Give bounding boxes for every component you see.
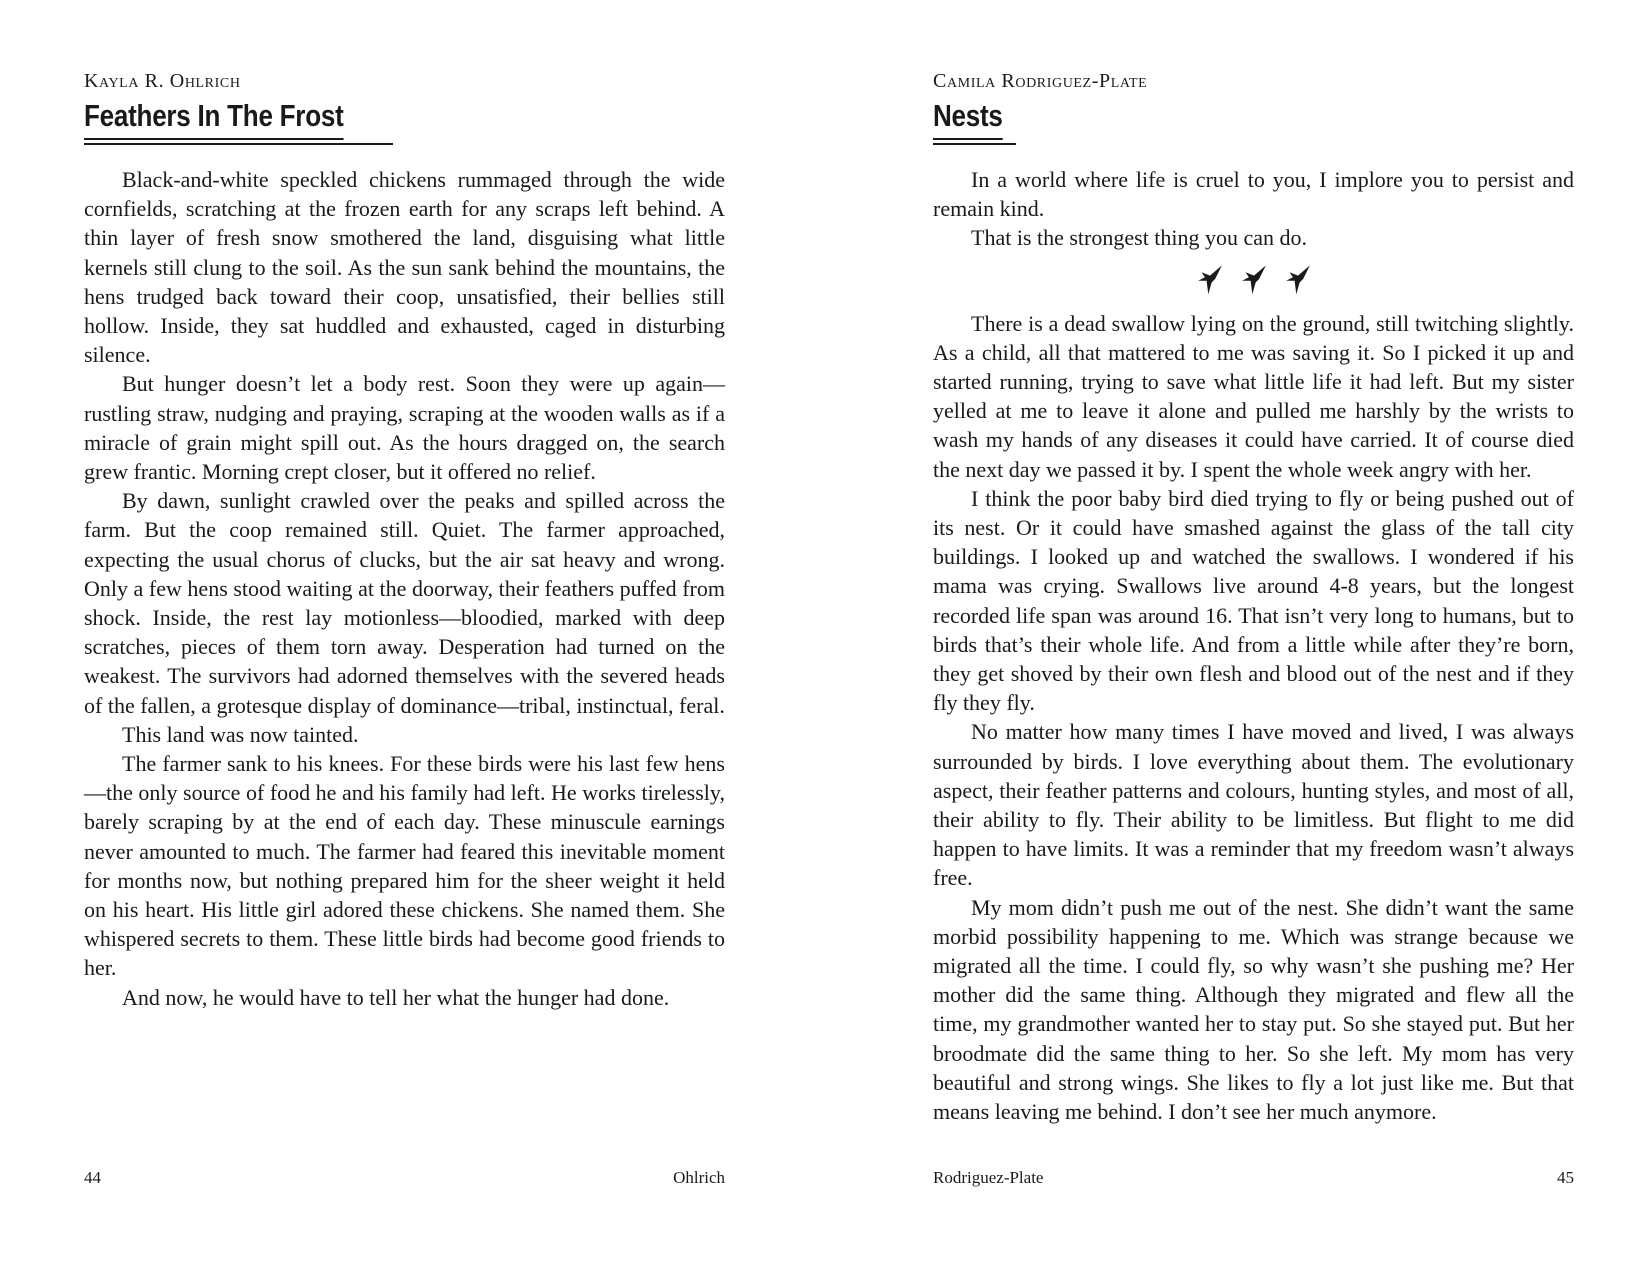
paragraph: My mom didn’t push me out of the nest. She didn’t want the same morbid possibility happening to me. Which was strange because we migrated all the time. I could fly, so why wasn’t she pushing me? Her mother did the same thing. Although they migrated and flew all the time, my grandmother wanted her to stay put. So she stayed put. But her broodmate did the same thing to her. So she left. My mom has very beautiful and strong wings. She likes to fly a lot just like me. But that means leaving me behind. I don’t see her much anymore. [933, 894, 1574, 1125]
author-name: Camila Rodriguez-Plate [933, 70, 1148, 92]
swallow-icon [1237, 261, 1271, 297]
page-number: 45 [1557, 1168, 1574, 1187]
author-name: Kayla R. Ohlrich [84, 70, 241, 92]
paragraph: This land was now tainted. [122, 721, 359, 747]
paragraph: No matter how many times I have moved and lived, I was always surrounded by birds. I love everything about them. The evolutionary aspect, their feather patterns and colours, hunting styles, and most of all, their ability to fly. Their ability to be limitless. But flight to me did happen to have limits. It was a reminder that my freedom wasn’t always free. [933, 719, 1574, 891]
story-title: Feathers In The Frost [84, 98, 344, 140]
story-title: Nests [933, 98, 1003, 140]
paragraph: I think the poor baby bird died trying to fly or being pushed out of its nest. Or it could have smashed against the glass of the tall city buildings. I looked up and watched the swallows. I wondered if his mama was crying. Swallows live around 4-8 years, but the longest recorded life span was around 16. That isn’t very long to humans, but to birds that’s their whole life. And from a little while after they’re born, they get shoved by their own flesh and blood out of the nest and if they fly they fly. [933, 485, 1574, 716]
paragraph: In a world where life is cruel to you, I implore you to persist and remain kind. [933, 167, 1574, 222]
story-body [933, 165, 1574, 1126]
paragraph: By dawn, sunlight crawled over the peaks and spilled across the farm. But the coop remained still. Quiet. The farmer approached, expecting the usual chorus of clucks, but the air sat heavy and wrong. Only a few hens stood waiting at the doorway, their feathers puffed from shock. Inside, the rest lay motionless—bloodied, marked with deep scratches, pieces of them torn away. Desperation had turned on the weakest. The survivors had adorned themselves with the severed heads of the fallen, a grotesque display of dominance—tribal, instinctual, feral. [84, 488, 725, 718]
paragraph: That is the strongest thing you can do. [971, 225, 1308, 251]
story-body [84, 165, 725, 1012]
page-number: 44 [84, 1168, 101, 1187]
paragraph: And now, he would have to tell her what the hunger had done. [122, 984, 670, 1010]
paragraph: There is a dead swallow lying on the ground, still twitching slightly. As a child, all that mattered to me was saving it. So I picked it up and started running, trying to save what little life it had left. But my sister yelled at me to leave it alone and pulled me harshly by the wrists to wash my hands of any diseases it could have carried. It of course died the next day we passed it by. I spent the whole week angry with her. [933, 310, 1574, 482]
three-swallows-icon [933, 261, 1574, 301]
title-underline [933, 98, 1016, 145]
right-page [825, 0, 1650, 1275]
paragraph: The farmer sank to his knees. For these birds were his last few hens—the only source of food he and his family had left. He works tirelessly, barely scraping by at the end of each day. These minuscule earnings never amounted to much. The farmer had feared this inevitable moment for months now, but nothing prepared him for the sheer weight it held on his heart. His little girl adored these chickens. She named them. She whispered secrets to them. These little birds had become good friends to her. [84, 751, 725, 981]
title-underline [84, 98, 393, 145]
left-text-column [84, 68, 725, 1012]
paragraph: Black-and-white speckled chickens rummaged through the wide cornfields, scratching at the frozen earth for any scraps left behind. A thin layer of fresh snow smothered the land, disguising what little kernels still clung to the soil. As the sun sank behind the mountains, the hens trudged back toward their coop, unsatisfied, their bellies still hollow. Inside, they sat huddled and exhausted, caged in disturbing silence. [84, 167, 725, 368]
page-footer [933, 1167, 1574, 1189]
right-text-column [933, 68, 1574, 1126]
running-footer: Rodriguez-Plate [933, 1168, 1044, 1187]
swallow-icon [1281, 261, 1315, 297]
running-footer: Ohlrich [673, 1168, 725, 1187]
page-footer [84, 1167, 725, 1189]
paragraph: But hunger doesn’t let a body rest. Soon they were up again—rustling straw, nudging and praying, scraping at the wooden walls as if a miracle of grain might spill out. As the hours dragged on, the search grew frantic. Morning crept closer, but it offered no relief. [84, 371, 725, 485]
swallow-icon [1193, 261, 1227, 297]
